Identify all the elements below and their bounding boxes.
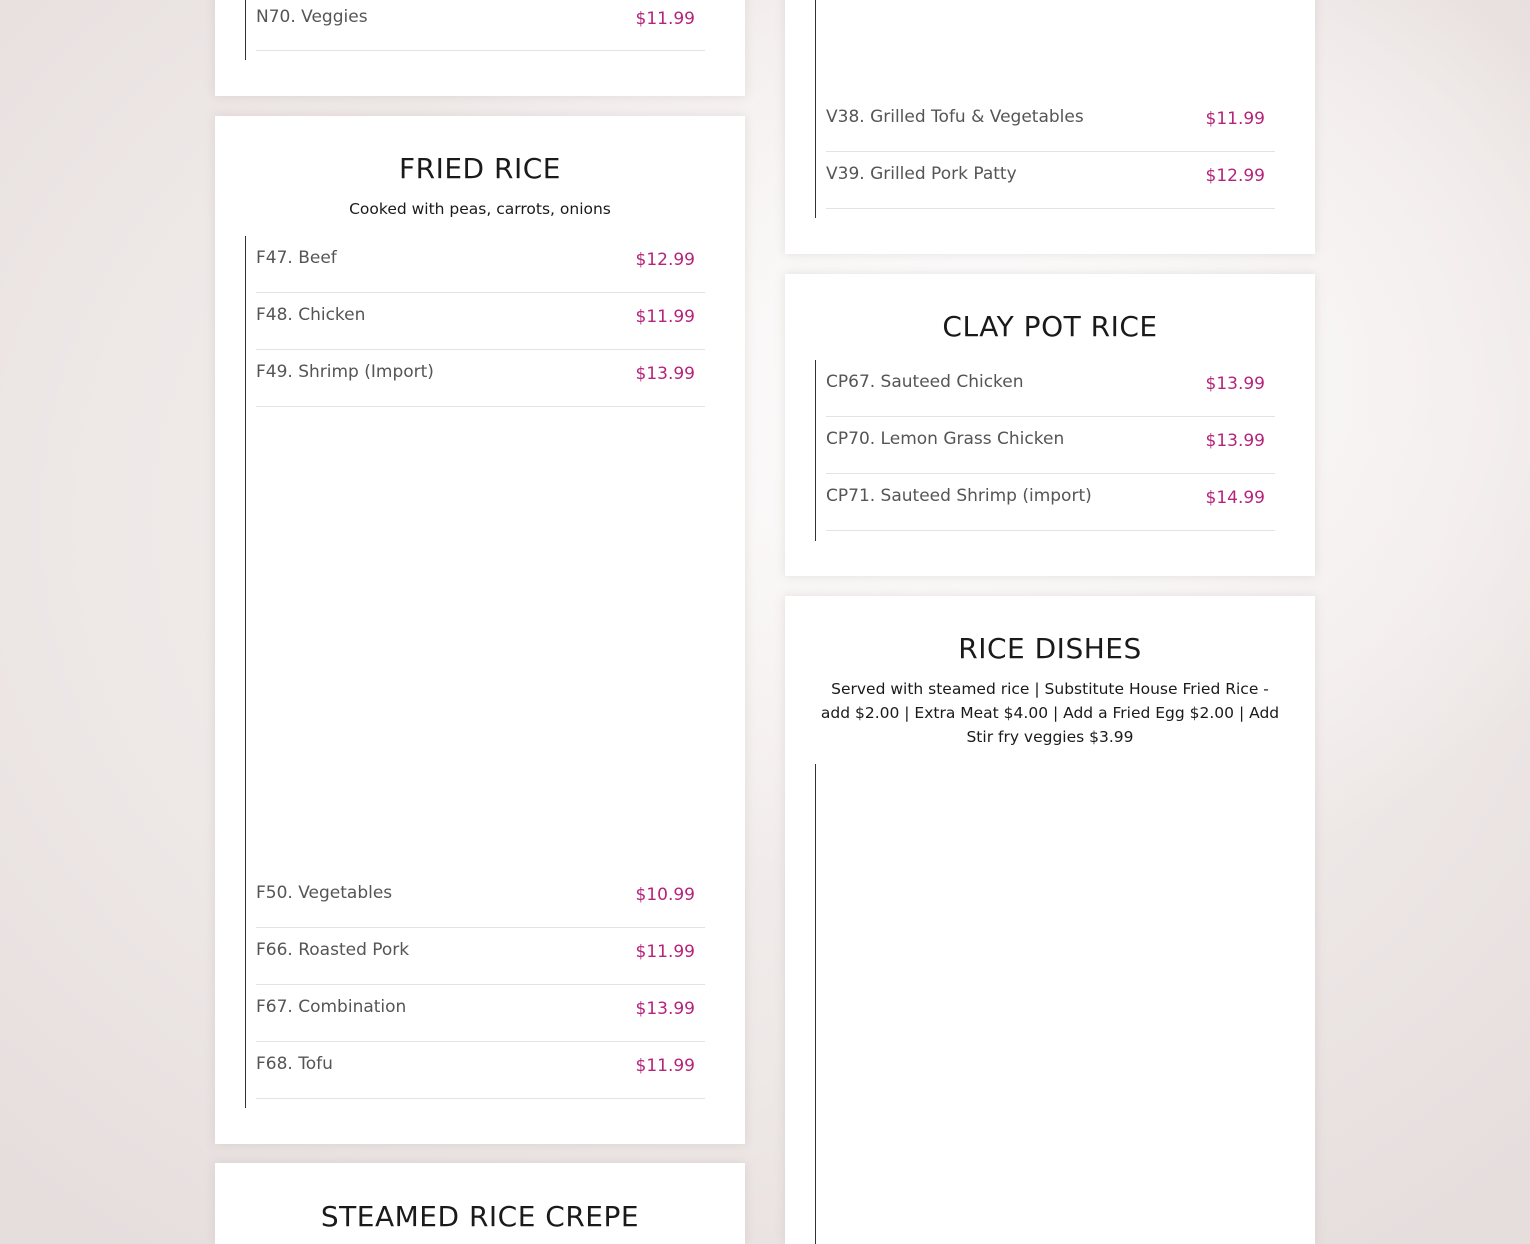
menu-item-price: $13.99 [1205, 431, 1265, 451]
menu-item-price: $11.99 [1205, 109, 1265, 129]
menu-item [256, 985, 705, 1042]
section-title: CLAY POT RICE [942, 310, 1158, 343]
menu-item-price: $12.99 [1205, 166, 1265, 186]
menu-item-list [815, 0, 1275, 218]
menu-item [826, 474, 1275, 531]
menu-section-fried-rice [215, 116, 745, 1144]
section-title: FRIED RICE [399, 152, 561, 185]
menu-item-price: $12.99 [635, 250, 695, 270]
menu-item-name: F47. Beef [256, 248, 337, 268]
menu-item-name: F66. Roasted Pork [256, 940, 410, 960]
menu-item-name: F67. Combination [256, 997, 407, 1017]
menu-item [826, 95, 1275, 152]
menu-item-price: $11.99 [635, 1056, 695, 1076]
menu-item-price: $11.99 [635, 307, 695, 327]
menu-item [256, 0, 705, 51]
menu-item-price: $10.99 [635, 885, 695, 905]
section-title: RICE DISHES [958, 632, 1142, 665]
menu-item [256, 350, 705, 407]
menu-item-list [815, 764, 1275, 1244]
menu-item-price: $13.99 [635, 999, 695, 1019]
menu-item [826, 360, 1275, 417]
menu-item-name: F48. Chicken [256, 305, 366, 325]
menu-item-list [245, 0, 705, 60]
menu-item-price: $13.99 [1205, 374, 1265, 394]
menu-item [826, 417, 1275, 474]
menu-item-name: CP67. Sauteed Chicken [826, 372, 1024, 392]
menu-item [256, 236, 705, 293]
menu-item [256, 871, 705, 928]
menu-item-name: V38. Grilled Tofu & Vegetables [826, 107, 1084, 127]
section-subtitle: Cooked with peas, carrots, onions [349, 200, 611, 218]
menu-item [826, 152, 1275, 209]
menu-section-clay-pot-rice [785, 274, 1315, 576]
menu-section-steamed-rice-crepe [215, 1163, 745, 1244]
menu-item-name: N70. Veggies [256, 7, 368, 27]
menu-item-price: $14.99 [1205, 488, 1265, 508]
menu-section-vermicelli [785, 0, 1315, 254]
menu-item-list [245, 236, 705, 1108]
menu-item-name: F50. Vegetables [256, 883, 393, 903]
menu-item-name: F68. Tofu [256, 1054, 333, 1074]
menu-item-name: F49. Shrimp (Import) [256, 362, 434, 382]
menu-item-name: CP71. Sauteed Shrimp (import) [826, 486, 1092, 506]
menu-item-list [815, 360, 1275, 541]
menu-item [256, 928, 705, 985]
menu-item [256, 293, 705, 350]
menu-item-name: CP70. Lemon Grass Chicken [826, 429, 1065, 449]
menu-item-price: $11.99 [635, 9, 695, 29]
section-title: STEAMED RICE CREPE [320, 1200, 640, 1233]
menu-section-noodles [215, 0, 745, 96]
menu-section-rice-dishes [785, 596, 1315, 1244]
menu-item [256, 1042, 705, 1099]
menu-item-name: V39. Grilled Pork Patty [826, 164, 1017, 184]
section-subtitle: Served with steamed rice | Substitute House Fried Rice - add $2.00 | Extra Meat $4.00 | Add a Fried Egg $2.00 | Add Stir fry veggies $3.99 [820, 680, 1280, 746]
menu-item-price: $13.99 [635, 364, 695, 384]
menu-item-price: $11.99 [635, 942, 695, 962]
